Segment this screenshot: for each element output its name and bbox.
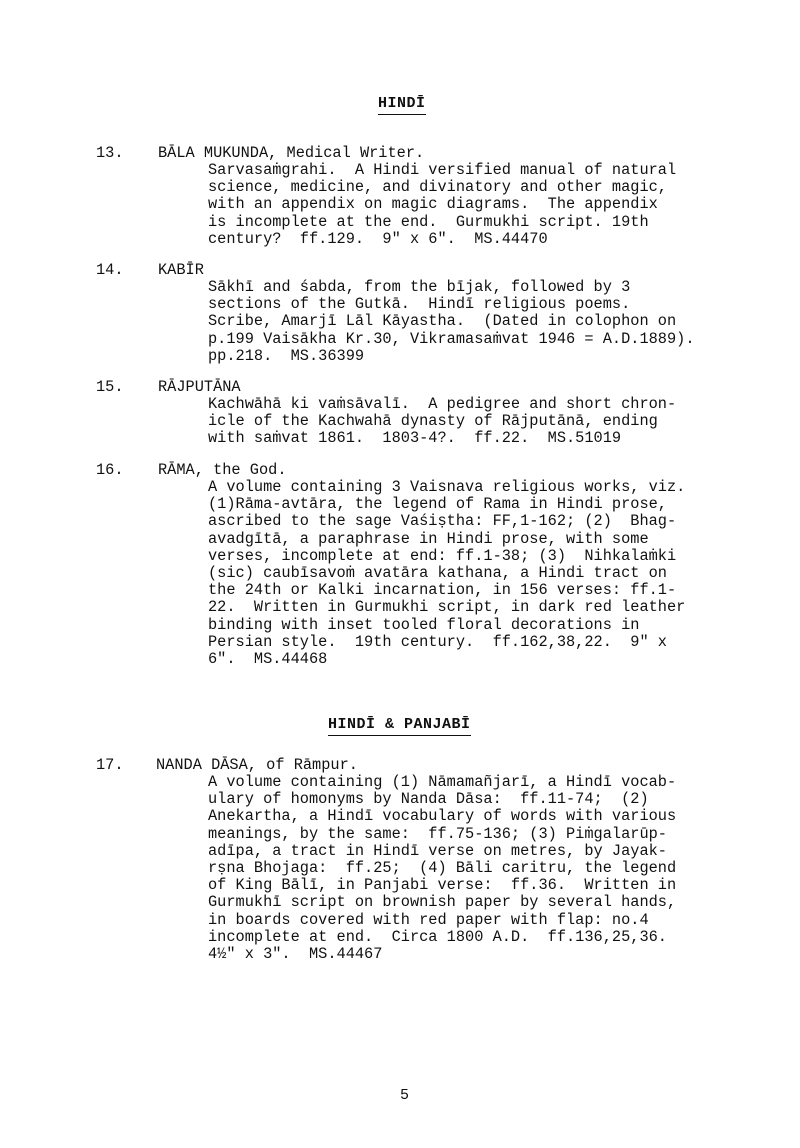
description-line: Sarvasaṁgrahi. A Hindi versified manual of natural xyxy=(208,161,677,179)
entry-description xyxy=(208,162,788,248)
description-line: ascribed to the sage Vaśiṣtha: FF,1-162; (2) Bhag- xyxy=(208,512,677,531)
entry-title: KABĪR xyxy=(158,261,204,279)
description-line: with an appendix on magic diagrams. The appendix xyxy=(208,195,658,214)
entry-title: RĀJPUTĀNA xyxy=(158,378,241,396)
description-line: ulary of homonyms by Nanda Dāsa: ff.11-74; (2) xyxy=(208,790,649,809)
description-line: sections of the Gutkā. Hindī religious poems. xyxy=(208,295,631,314)
description-line: Anekartha, a Hindī vocabulary of words with various xyxy=(208,807,677,826)
description-line: A volume containing (1) Nāmamañjarī, a Hindī vocab- xyxy=(208,773,677,791)
section-heading-hindi: HINDĪ xyxy=(378,95,426,115)
description-line: icle of the Kachwahā dynasty of Rājputānā, ending xyxy=(208,412,658,431)
description-line: in boards covered with red paper with flap: no.4 xyxy=(208,910,649,929)
entry-title: RĀMA, the God. xyxy=(158,461,287,479)
description-line: (1)Rāma-avtāra, the legend of Rama in Hindi prose, xyxy=(208,495,667,514)
entry-description xyxy=(208,774,788,963)
description-line: Sākhī and śabda, from the bījak, followed by 3 xyxy=(208,278,631,296)
entry-number: 13. xyxy=(96,144,124,162)
entry-title: BĀLA MUKUNDA, Medical Writer. xyxy=(158,144,425,162)
description-line: p.199 Vaisākha Kr.30, Vikramasaṁvat 1946 = A.D.1889). xyxy=(208,329,695,348)
entry-number: 15. xyxy=(96,378,124,396)
description-line: avadgītā, a paraphrase in Hindi prose, with some xyxy=(208,529,649,548)
description-line: (sic) caubīsavoṁ avatāra kathana, a Hindi tract on xyxy=(208,563,667,582)
entry-number: 16. xyxy=(96,461,124,479)
description-line: the 24th or Kalki incarnation, in 156 verses: ff.1- xyxy=(208,581,677,600)
description-line: is incomplete at the end. Gurmukhi script. 19th xyxy=(208,212,649,231)
description-line: A volume containing 3 Vaisnava religious works, viz. xyxy=(208,478,686,496)
description-line: Scribe, Amarjī Lāl Kāyastha. (Dated in colophon on xyxy=(208,312,677,331)
entry-title: NANDA DĀSA, of Rāmpur. xyxy=(156,756,358,774)
description-line: rṣna Bhojaga: ff.25; (4) Bāli caritru, the legend xyxy=(208,858,677,877)
description-line: verses, incomplete at end: ff.1-38; (3) Nihkalaṁki xyxy=(208,546,677,565)
section-heading-hindi-panjabi: HINDĪ & PANJABĪ xyxy=(328,716,471,736)
description-line: 6". MS.44468 xyxy=(208,649,328,668)
description-line: meanings, by the same: ff.75-136; (3) Piṁgalarūp- xyxy=(208,824,667,843)
description-line: Kachwāhā ki vaṁsāvalī. A pedigree and short chron- xyxy=(208,395,677,413)
entry-number: 14. xyxy=(96,261,124,279)
entry-number: 17. xyxy=(96,756,124,774)
entry-description xyxy=(208,279,788,365)
description-line: science, medicine, and divinatory and other magic, xyxy=(208,178,667,197)
description-line: binding with inset tooled floral decorations in xyxy=(208,615,640,634)
entry-description xyxy=(208,479,788,668)
description-line: incomplete at end. Circa 1800 A.D. ff.136,25,36. xyxy=(208,927,667,946)
description-line: with saṁvat 1861. 1803-4?. ff.22. MS.51019 xyxy=(208,429,622,448)
entry-description xyxy=(208,396,788,448)
page-number: 5 xyxy=(400,1087,410,1104)
description-line: Gurmukhī script on brownish paper by several hands, xyxy=(208,893,677,912)
description-line: 4½" x 3". MS.44467 xyxy=(208,944,383,963)
description-line: pp.218. MS.36399 xyxy=(208,346,365,365)
description-line: of King Bālī, in Panjabi verse: ff.36. Written in xyxy=(208,876,677,895)
description-line: adīpa, a tract in Hindī verse on metres, by Jayak- xyxy=(208,841,667,860)
description-line: century? ff.129. 9" x 6". MS.44470 xyxy=(208,229,548,248)
description-line: Persian style. 19th century. ff.162,38,22. 9" x xyxy=(208,632,667,651)
description-line: 22. Written in Gurmukhi script, in dark red leather xyxy=(208,598,686,617)
